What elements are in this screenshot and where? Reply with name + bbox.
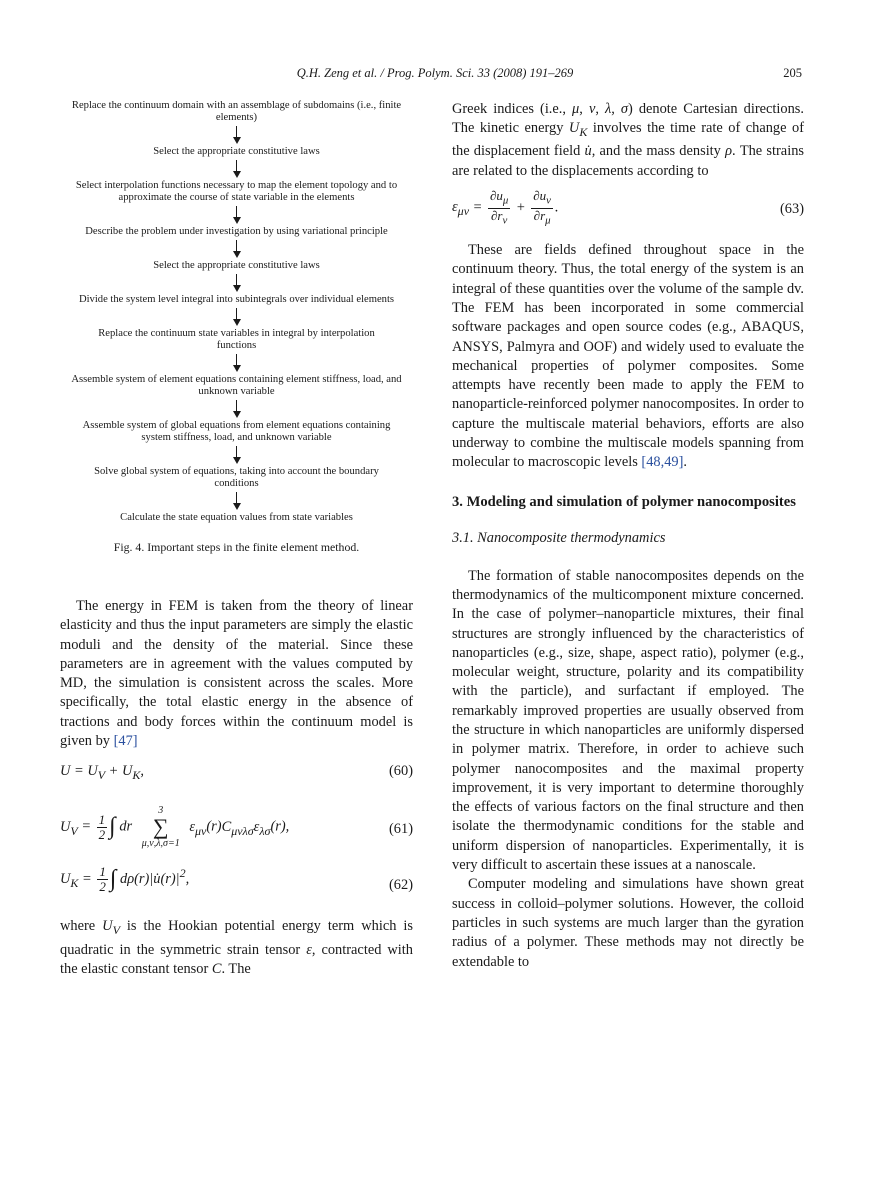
section-title: 3. Modeling and simulation of polymer nanocomposites xyxy=(452,493,796,510)
equation-body: $U = U_V + U_K$, xyxy=(60,763,144,783)
right-column xyxy=(452,100,804,972)
down-arrow-icon xyxy=(232,126,242,144)
down-arrow-icon xyxy=(232,492,242,510)
equation-body: $U_K$ = $\frac{1}{2}$ ∫ $d\rho(r)|u̇(r)|^2$, xyxy=(60,864,190,895)
citation-link[interactable]: [48,49] xyxy=(641,454,684,471)
paragraph: The formation of stable nanocomposites depends on the thermodynamics of the multicomponent mixture concerned. In the case of polymer–nanoparticle mixtures, their final structures are strongly influenced by the characteristics of nanoparticles (e.g., size, shape, aspect ratio), polymer (e.g., molecular weight, structure, polarity and its compatibility with the particle), and surfactant if employed. The remarkably improved properties are usually observed from the structure in which nanoparticles are uniformly dispersed in polymer matrix. Therefore, in order to achieve such polymer nanocomposites and the maximal property improvement, it is very important to determine thoroughly the effects of various factors on the final structure and then isolate the thermodynamic conditions for the stable and uniform dispersion of nanoparticles. Experimentally, it is very difficult to ascertain these issues at a nanoscale. xyxy=(452,567,804,874)
equation-number: (63) xyxy=(780,201,804,218)
down-arrow-icon xyxy=(232,446,242,464)
equation-63 xyxy=(452,189,804,241)
paragraph-text: The energy in FEM is taken from the theory of linear elasticity and thus the input parameters are simply the elastic moduli and the density of the material. Since these parameters are in agreement with the values computed by MD, the simulation is consistent across the scales. More specifically, the total elastic energy in the absence of tractions and body forces within the continuum model is given by xyxy=(60,598,413,750)
paragraph xyxy=(60,597,413,751)
equation-60 xyxy=(60,763,413,799)
flow-step: Assemble system of global equations from element equations containing system stiffness, load, and unknown variable xyxy=(82,420,391,443)
flow-step: Select the appropriate constitutive laws xyxy=(153,146,320,157)
equation-61 xyxy=(60,799,413,865)
down-arrow-icon xyxy=(232,308,242,326)
figure-caption: Fig. 4. Important steps in the finite element method. xyxy=(113,540,360,554)
down-arrow-icon xyxy=(232,240,242,258)
flow-step: Calculate the state equation values from state variables xyxy=(120,512,353,523)
paragraph: These are fields defined throughout space in the continuum theory. Thus, the total energy of the system is an integral of these quantities over the volume of the sample dv. The FEM has been incorporated in some commercial software packages and open source codes (e.g., ABAQUS, ANSYS, Palmyra and OOF) and widely used to evaluate the mechanical properties of polymer composites. Some attempts have recently been made to apply the FEM to nanoparticle-reinforced polymer nanocomposites. In order to capture the multiscale material behaviors, efforts are also underway to combine the multiscale models spanning from molecular to macroscopic levels [48,49]. xyxy=(452,242,804,471)
down-arrow-icon xyxy=(232,206,242,224)
equation-body: $\varepsilon_{\mu\nu}$ = $\frac{\partial u_\mu}{\partial r_\nu}$ + $\frac{\partial u_\nu}{\partial r_\mu}$ . xyxy=(452,188,559,227)
flow-step: Describe the problem under investigation by using variational principle xyxy=(85,226,388,237)
subsection-title: 3.1. Nanocomposite thermodynamics xyxy=(452,529,666,546)
page-number: 205 xyxy=(783,66,802,80)
equation-number: (61) xyxy=(389,821,413,838)
paragraph: where $U_V$ is the Hookian potential energy term which is quadratic in the symmetric strain tensor ε, contracted with the elastic constant tensor C. The xyxy=(60,918,413,977)
paragraph: Greek indices (i.e., μ, ν, λ, σ) denote Cartesian directions. The kinetic energy $U_K$ involves the time rate of change of the displacement field u̇, and the mass density ρ. The strains are related to the displacements according to xyxy=(452,101,804,179)
down-arrow-icon xyxy=(232,400,242,418)
equation-62 xyxy=(60,865,413,917)
paragraph: Computer modeling and simulations have shown great success in colloid–polymer solutions. However, the colloid particles in such systems are much larger than the gyration radius of a polymer. These methods may not directly be extendable to xyxy=(452,876,804,970)
fem-flowchart xyxy=(60,100,413,555)
flow-step: Replace the continuum state variables in integral by interpolation functions xyxy=(98,328,375,351)
flow-step: Select the appropriate constitutive laws xyxy=(153,260,320,271)
flow-step: Divide the system level integral into subintegrals over individual elements xyxy=(78,294,395,305)
down-arrow-icon xyxy=(232,160,242,178)
paragraph-text: These are fields defined throughout space in the continuum theory. Thus, the total energy of the system is an integral of these quantities over the volume of the sample dv. The FEM has been incorporated in some commercial software packages and open source codes (e.g., ABAQUS, ANSYS, Palmyra and OOF) and widely used to evaluate the mechanical properties of polymer composites. Some attempts have recently been made to apply the FEM to nanoparticle-reinforced polymer nanocomposites. In order to capture the multiscale material behaviors, efforts are also underway to combine the multiscale models spanning from molecular to macroscopic levels xyxy=(452,242,804,471)
equation-number: (62) xyxy=(389,877,413,894)
left-column xyxy=(60,100,413,979)
citation-link[interactable]: [47] xyxy=(113,733,138,750)
running-title: Q.H. Zeng et al. / Prog. Polym. Sci. 33 (2008) 191–269 xyxy=(296,66,574,80)
flow-step: Solve global system of equations, taking into account the boundary conditions xyxy=(94,466,379,489)
down-arrow-icon xyxy=(232,354,242,372)
equation-body: $U_V$ = $\frac{1}{2}$ ∫ dr 3 ∑ μ,ν,λ,σ=1 $\varepsilon_{\mu\nu}(r)C_{\mu\nu\lambda\sigma}\varepsilon_{\lambda\sigma}(r)$, xyxy=(60,805,290,850)
equation-number: (60) xyxy=(389,763,413,780)
running-header xyxy=(60,66,810,86)
flow-step: Assemble system of element equations containing element stiffness, load, and unknown variable xyxy=(71,374,402,397)
down-arrow-icon xyxy=(232,274,242,292)
flow-step: Replace the continuum domain with an assemblage of subdomains (i.e., finite elements) xyxy=(71,100,402,123)
flow-step: Select interpolation functions necessary to map the element topology and to approximate the course of state variable in the elements xyxy=(75,180,398,203)
